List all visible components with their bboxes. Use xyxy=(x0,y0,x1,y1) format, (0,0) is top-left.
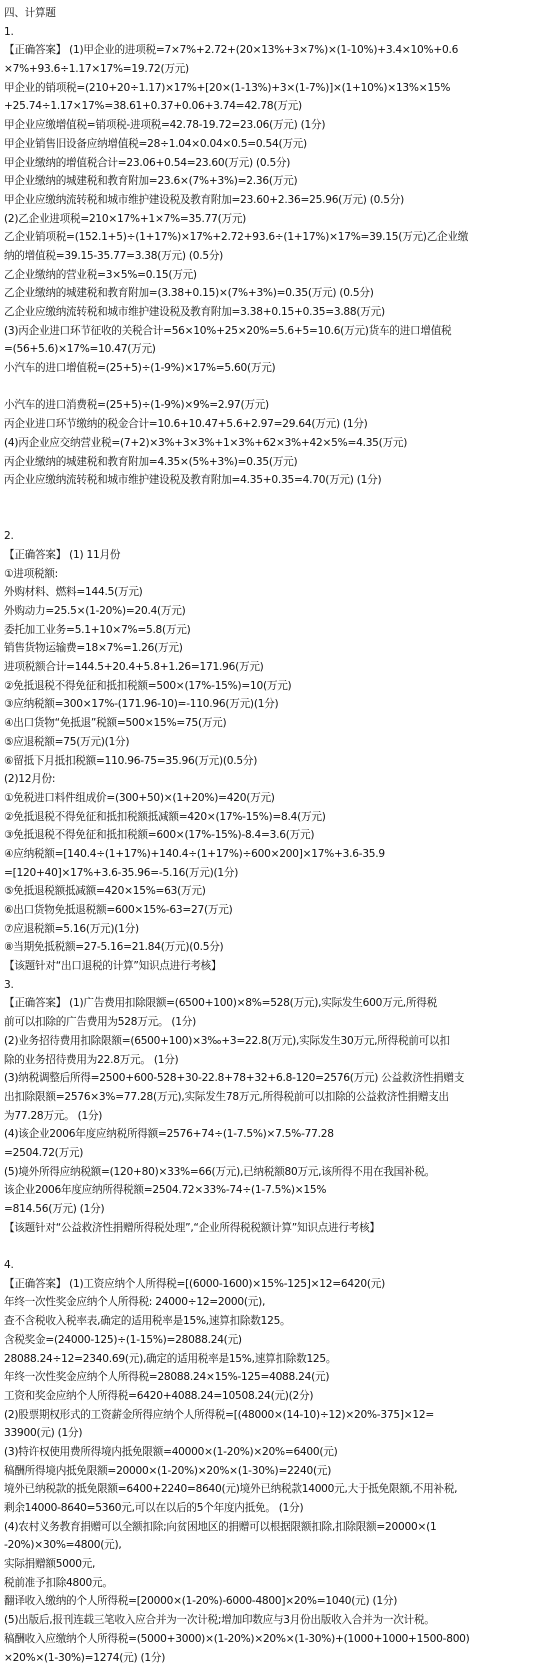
text-line: ⑤应退税额=75(万元)(1分) xyxy=(4,733,556,752)
text-line: 【正确答案】 (1)甲企业的进项税=7×7%+2.72+(20×13%+3×7%)×(1-10%)+3.4×10%+0.6 xyxy=(4,41,556,60)
blank-line xyxy=(4,490,556,509)
text-line: (3)纳税调整后所得=2500+600-528+30-22.8+78+32+6.8-120=2576(万元) 公益救济性捐赠支 xyxy=(4,1069,556,1088)
text-line: 外购动力=25.5×(1-20%)=20.4(万元) xyxy=(4,602,556,621)
text-line: 甲企业销售旧设备应纳增值税=28÷1.04×0.04×0.5=0.54(万元) xyxy=(4,135,556,154)
text-line: 33900(元) (1分) xyxy=(4,1424,556,1443)
text-line: 乙企业销项税=(152.1+5)÷(1+17%)×17%+2.72+93.6÷(1+17%)×17%=39.15(万元)乙企业缴 xyxy=(4,228,556,247)
text-line: 乙企业应缴纳流转税和城市维护建设税及教育附加=3.38+0.15+0.35=3.88(万元) xyxy=(4,303,556,322)
text-line: 3. xyxy=(4,976,556,995)
text-line: 丙企业应缴纳流转税和城市维护建设税及教育附加=4.35+0.35=4.70(万元) (1分) xyxy=(4,471,556,490)
text-line: (5)境外所得应纳税额=(120+80)×33%=66(万元),已纳税额80万元,该所得不用在我国补税。 xyxy=(4,1163,556,1182)
text-line: 小汽车的进口增值税=(25+5)÷(1-9%)×17%=5.60(万元) xyxy=(4,359,556,378)
text-line: ⑧当期免抵税额=27-5.16=21.84(万元)(0.5分) xyxy=(4,938,556,957)
text-line: 税前准予扣除4800元。 xyxy=(4,1574,556,1593)
text-line: 稿酬收入应缴纳个人所得税=(5000+3000)×(1-20%)×20%×(1-30%)+(1000+1000+1500-800) xyxy=(4,1630,556,1649)
text-line: 含税奖金=(24000-125)÷(1-15%)=28088.24(元) xyxy=(4,1331,556,1350)
text-line: ⑥留抵下月抵扣税额=110.96-75=35.96(万元)(0.5分) xyxy=(4,752,556,771)
text-line: ②免抵退税不得免征和抵扣税额抵减额=420×(17%-15%)=8.4(万元) xyxy=(4,808,556,827)
text-line: =2504.72(万元) xyxy=(4,1144,556,1163)
text-line: (2)股票期权形式的工资薪金所得应纳个人所得税=[(48000×(14-10)÷12)×20%-375]×12= xyxy=(4,1406,556,1425)
text-line: ⑤免抵退税额抵减额=420×15%=63(万元) xyxy=(4,882,556,901)
text-line: (3)丙企业进口环节征收的关税合计=56×10%+25×20%=5.6+5=10.6(万元)货车的进口增值税 xyxy=(4,322,556,341)
blank-line xyxy=(4,509,556,528)
text-line: 销售货物运输费=18×7%=1.26(万元) xyxy=(4,639,556,658)
text-line: (4)丙企业应交纳营业税=(7+2)×3%+3×3%+1×3%+62×3%+42×5%=4.35(万元) xyxy=(4,434,556,453)
text-line: 2. xyxy=(4,527,556,546)
answer-body xyxy=(4,23,556,1667)
text-line: 工资和奖金应纳个人所得税=6420+4088.24=10508.24(元)(2分) xyxy=(4,1387,556,1406)
text-line: 28088.24÷12=2340.69(元),确定的适用税率是15%,速算扣除数125。 xyxy=(4,1350,556,1369)
text-line: 乙企业缴纳的营业税=3×5%=0.15(万元) xyxy=(4,266,556,285)
text-line: 年终一次性奖金应纳个人所得税=28088.24×15%-125=4088.24(元) xyxy=(4,1368,556,1387)
text-line: 委托加工业务=5.1+10×7%=5.8(万元) xyxy=(4,621,556,640)
text-line: (2)业务招待费用扣除限额=(6500+100)×3‰+3=22.8(万元),实际发生30万元,所得税前可以扣 xyxy=(4,1032,556,1051)
text-line: ②免抵退税不得免征和抵扣税额=500×(17%-15%)=10(万元) xyxy=(4,677,556,696)
text-line: 年终一次性奖金应纳个人所得税: 24000÷12=2000(元), xyxy=(4,1293,556,1312)
text-line: ⑥出口货物免抵退税额=600×15%-63=27(万元) xyxy=(4,901,556,920)
text-line: ①免税进口料件组成价=(300+50)×(1+20%)=420(万元) xyxy=(4,789,556,808)
text-line: =[120+40]×17%+3.6-35.96=-5.16(万元)(1分) xyxy=(4,864,556,883)
blank-line xyxy=(4,1237,556,1256)
text-line: 4. xyxy=(4,1256,556,1275)
text-line: 【该题针对“出口退税的计算”知识点进行考核】 xyxy=(4,957,556,976)
text-line: 该企业2006年度应纳所得税额=2504.72×33%-74÷(1-7.5%)×15% xyxy=(4,1181,556,1200)
text-line: 丙企业缴纳的城建税和教育附加=4.35×(5%+3%)=0.35(万元) xyxy=(4,453,556,472)
text-line: =814.56(万元) (1分) xyxy=(4,1200,556,1219)
text-line: 进项税额合计=144.5+20.4+5.8+1.26=171.96(万元) xyxy=(4,658,556,677)
text-line: 除的业务招待费用为22.8万元。 (1分) xyxy=(4,1051,556,1070)
text-line: 【正确答案】 (1)广告费用扣除限额=(6500+100)×8%=528(万元),实际发生600万元,所得税 xyxy=(4,994,556,1013)
text-line: 【正确答案】 (1)工资应纳个人所得税=[(6000-1600)×15%-125]×12=6420(元) xyxy=(4,1275,556,1294)
text-line: 实际捐赠额5000元, xyxy=(4,1555,556,1574)
text-line: 查不含税收入税率表,确定的适用税率是15%,速算扣除数125。 xyxy=(4,1312,556,1331)
text-line: ④应纳税额=[140.4÷(1+17%)+140.4÷(1+17%)÷600×200]×17%+3.6-35.9 xyxy=(4,845,556,864)
text-line: 为77.28万元。 (1分) xyxy=(4,1107,556,1126)
text-line: =(56+5.6)×17%=10.47(万元) xyxy=(4,340,556,359)
text-line: 1. xyxy=(4,23,556,42)
text-line: 甲企业的销项税=(210+20÷1.17)×17%+[20×(1-13%)+3×(1-7%)]×(1+10%)×13%×15% xyxy=(4,79,556,98)
section-title: 四、计算题 xyxy=(4,4,556,23)
text-line: 【正确答案】 (1) 11月份 xyxy=(4,546,556,565)
text-line: 剩余14000-8640=5360元,可以在以后的5个年度内抵免。 (1分) xyxy=(4,1499,556,1518)
text-line: 【该题针对“公益救济性捐赠所得税处理”,“企业所得税税额计算”知识点进行考核】 xyxy=(4,1219,556,1238)
text-line: 甲企业缴纳的城建税和教育附加=23.6×(7%+3%)=2.36(万元) xyxy=(4,172,556,191)
text-line: 纳的增值税=39.15-35.77=3.38(万元) (0.5分) xyxy=(4,247,556,266)
text-line: (4)农村义务教育捐赠可以全额扣除;向贫困地区的捐赠可以根据限额扣除,扣除限额=20000×(1 xyxy=(4,1518,556,1537)
text-line: (2)乙企业进项税=210×17%+1×7%=35.77(万元) xyxy=(4,210,556,229)
text-line: 甲企业缴纳的增值税合计=23.06+0.54=23.60(万元) (0.5分) xyxy=(4,154,556,173)
text-line: 甲企业应缴纳流转税和城市维护建设税及教育附加=23.60+2.36=25.96(万元) (0.5分) xyxy=(4,191,556,210)
text-line: ×20%×(1-30%)=1274(元) (1分) xyxy=(4,1649,556,1667)
text-line: (3)特许权使用费所得境内抵免限额=40000×(1-20%)×20%=6400(元) xyxy=(4,1443,556,1462)
text-line: 丙企业进口环节缴纳的税金合计=10.6+10.47+5.6+2.97=29.64(万元) (1分) xyxy=(4,415,556,434)
text-line: ③免抵退税不得免征和抵扣税额=600×(17%-15%)-8.4=3.6(万元) xyxy=(4,826,556,845)
text-line: (4)该企业2006年度应纳税所得额=2576+74÷(1-7.5%)×7.5%-77.28 xyxy=(4,1125,556,1144)
text-line: 翻译收入缴纳的个人所得税=[20000×(1-20%)-6000-4800]×20%=1040(元) (1分) xyxy=(4,1592,556,1611)
text-line: (5)出版后,报刊连载三笔收入应合并为一次计税;增加印数应与3月份出版收入合并为一次计税。 xyxy=(4,1611,556,1630)
text-line: ①进项税额: xyxy=(4,565,556,584)
text-line: 出扣除限额=2576×3%=77.28(万元),实际发生78万元,所得税前可以扣除的公益救济性捐赠支出 xyxy=(4,1088,556,1107)
text-line: 前可以扣除的广告费用为528万元。 (1分) xyxy=(4,1013,556,1032)
text-line: ×7%+93.6÷1.17×17%=19.72(万元) xyxy=(4,60,556,79)
text-line: +25.74÷1.17×17%=38.61+0.37+0.06+3.74=42.78(万元) xyxy=(4,97,556,116)
text-line: -20%)×30%=4800(元), xyxy=(4,1536,556,1555)
text-line: 小汽车的进口消费税=(25+5)÷(1-9%)×9%=2.97(万元) xyxy=(4,396,556,415)
text-line: 外购材料、燃料=144.5(万元) xyxy=(4,583,556,602)
text-line: ③应纳税额=300×17%-(171.96-10)=-110.96(万元)(1分) xyxy=(4,695,556,714)
text-line: ④出口货物“免抵退”税额=500×15%=75(万元) xyxy=(4,714,556,733)
text-line: 乙企业缴纳的城建税和教育附加=(3.38+0.15)×(7%+3%)=0.35(万元) (0.5分) xyxy=(4,284,556,303)
text-line: 稿酬所得境内抵免限额=20000×(1-20%)×20%×(1-30%)=2240(元) xyxy=(4,1462,556,1481)
text-line: ⑦应退税额=5.16(万元)(1分) xyxy=(4,920,556,939)
blank-line xyxy=(4,378,556,397)
text-line: (2)12月份: xyxy=(4,770,556,789)
text-line: 甲企业应缴增值税=销项税-进项税=42.78-19.72=23.06(万元) (1分) xyxy=(4,116,556,135)
text-line: 境外已纳税款的抵免限额=6400+2240=8640(元)境外已纳税款14000元,大于抵免限额,不用补税, xyxy=(4,1480,556,1499)
